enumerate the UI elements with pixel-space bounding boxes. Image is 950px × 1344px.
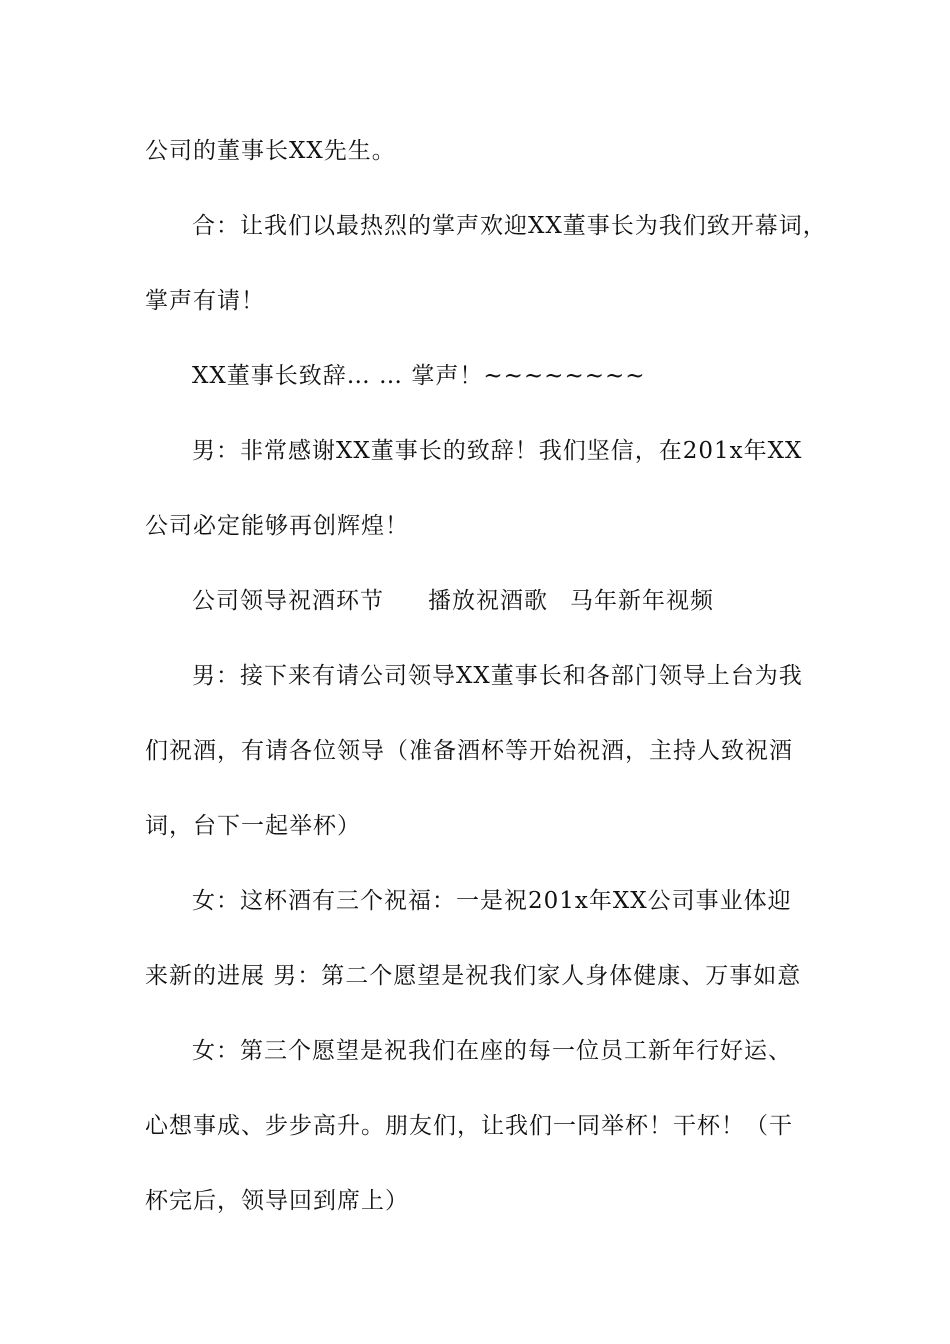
new-year-video: 马年新年视频	[570, 588, 714, 614]
text-line: 公司必定能够再创辉煌！	[145, 513, 409, 539]
text-line: 们祝酒，有请各位领导（准备酒杯等开始祝酒，主持人致祝酒	[145, 738, 793, 764]
text-line: 女：第三个愿望是祝我们在座的每一位员工新年行好运、	[192, 1038, 792, 1064]
text-line: 公司的董事长XX先生。	[145, 138, 396, 164]
text-line: 词，台下一起举杯）	[145, 813, 361, 839]
text-line: 合：让我们以最热烈的掌声欢迎XX董事长为我们致开幕词，	[192, 213, 827, 239]
text-line: 来新的进展 男：第二个愿望是祝我们家人身体健康、万事如意	[145, 963, 802, 989]
toast-segment-title: 公司领导祝酒环节	[192, 588, 384, 614]
text-line: XX董事长致辞… … 掌声！~~~~~~~~	[192, 363, 646, 389]
text-line: 男：非常感谢XX董事长的致辞！我们坚信，在201x年XX	[192, 438, 803, 464]
toast-segment-line	[192, 586, 714, 616]
text-line: 杯完后，领导回到席上）	[145, 1188, 409, 1214]
text-line: 心想事成、步步高升。朋友们，让我们一同举杯！干杯！（干	[145, 1113, 793, 1139]
text-line: 掌声有请！	[145, 288, 265, 314]
toast-song: 播放祝酒歌	[428, 588, 548, 614]
text-line: 女：这杯酒有三个祝福：一是祝201x年XX公司事业体迎	[192, 888, 792, 914]
text-line: 男：接下来有请公司领导XX董事长和各部门领导上台为我	[192, 663, 803, 689]
